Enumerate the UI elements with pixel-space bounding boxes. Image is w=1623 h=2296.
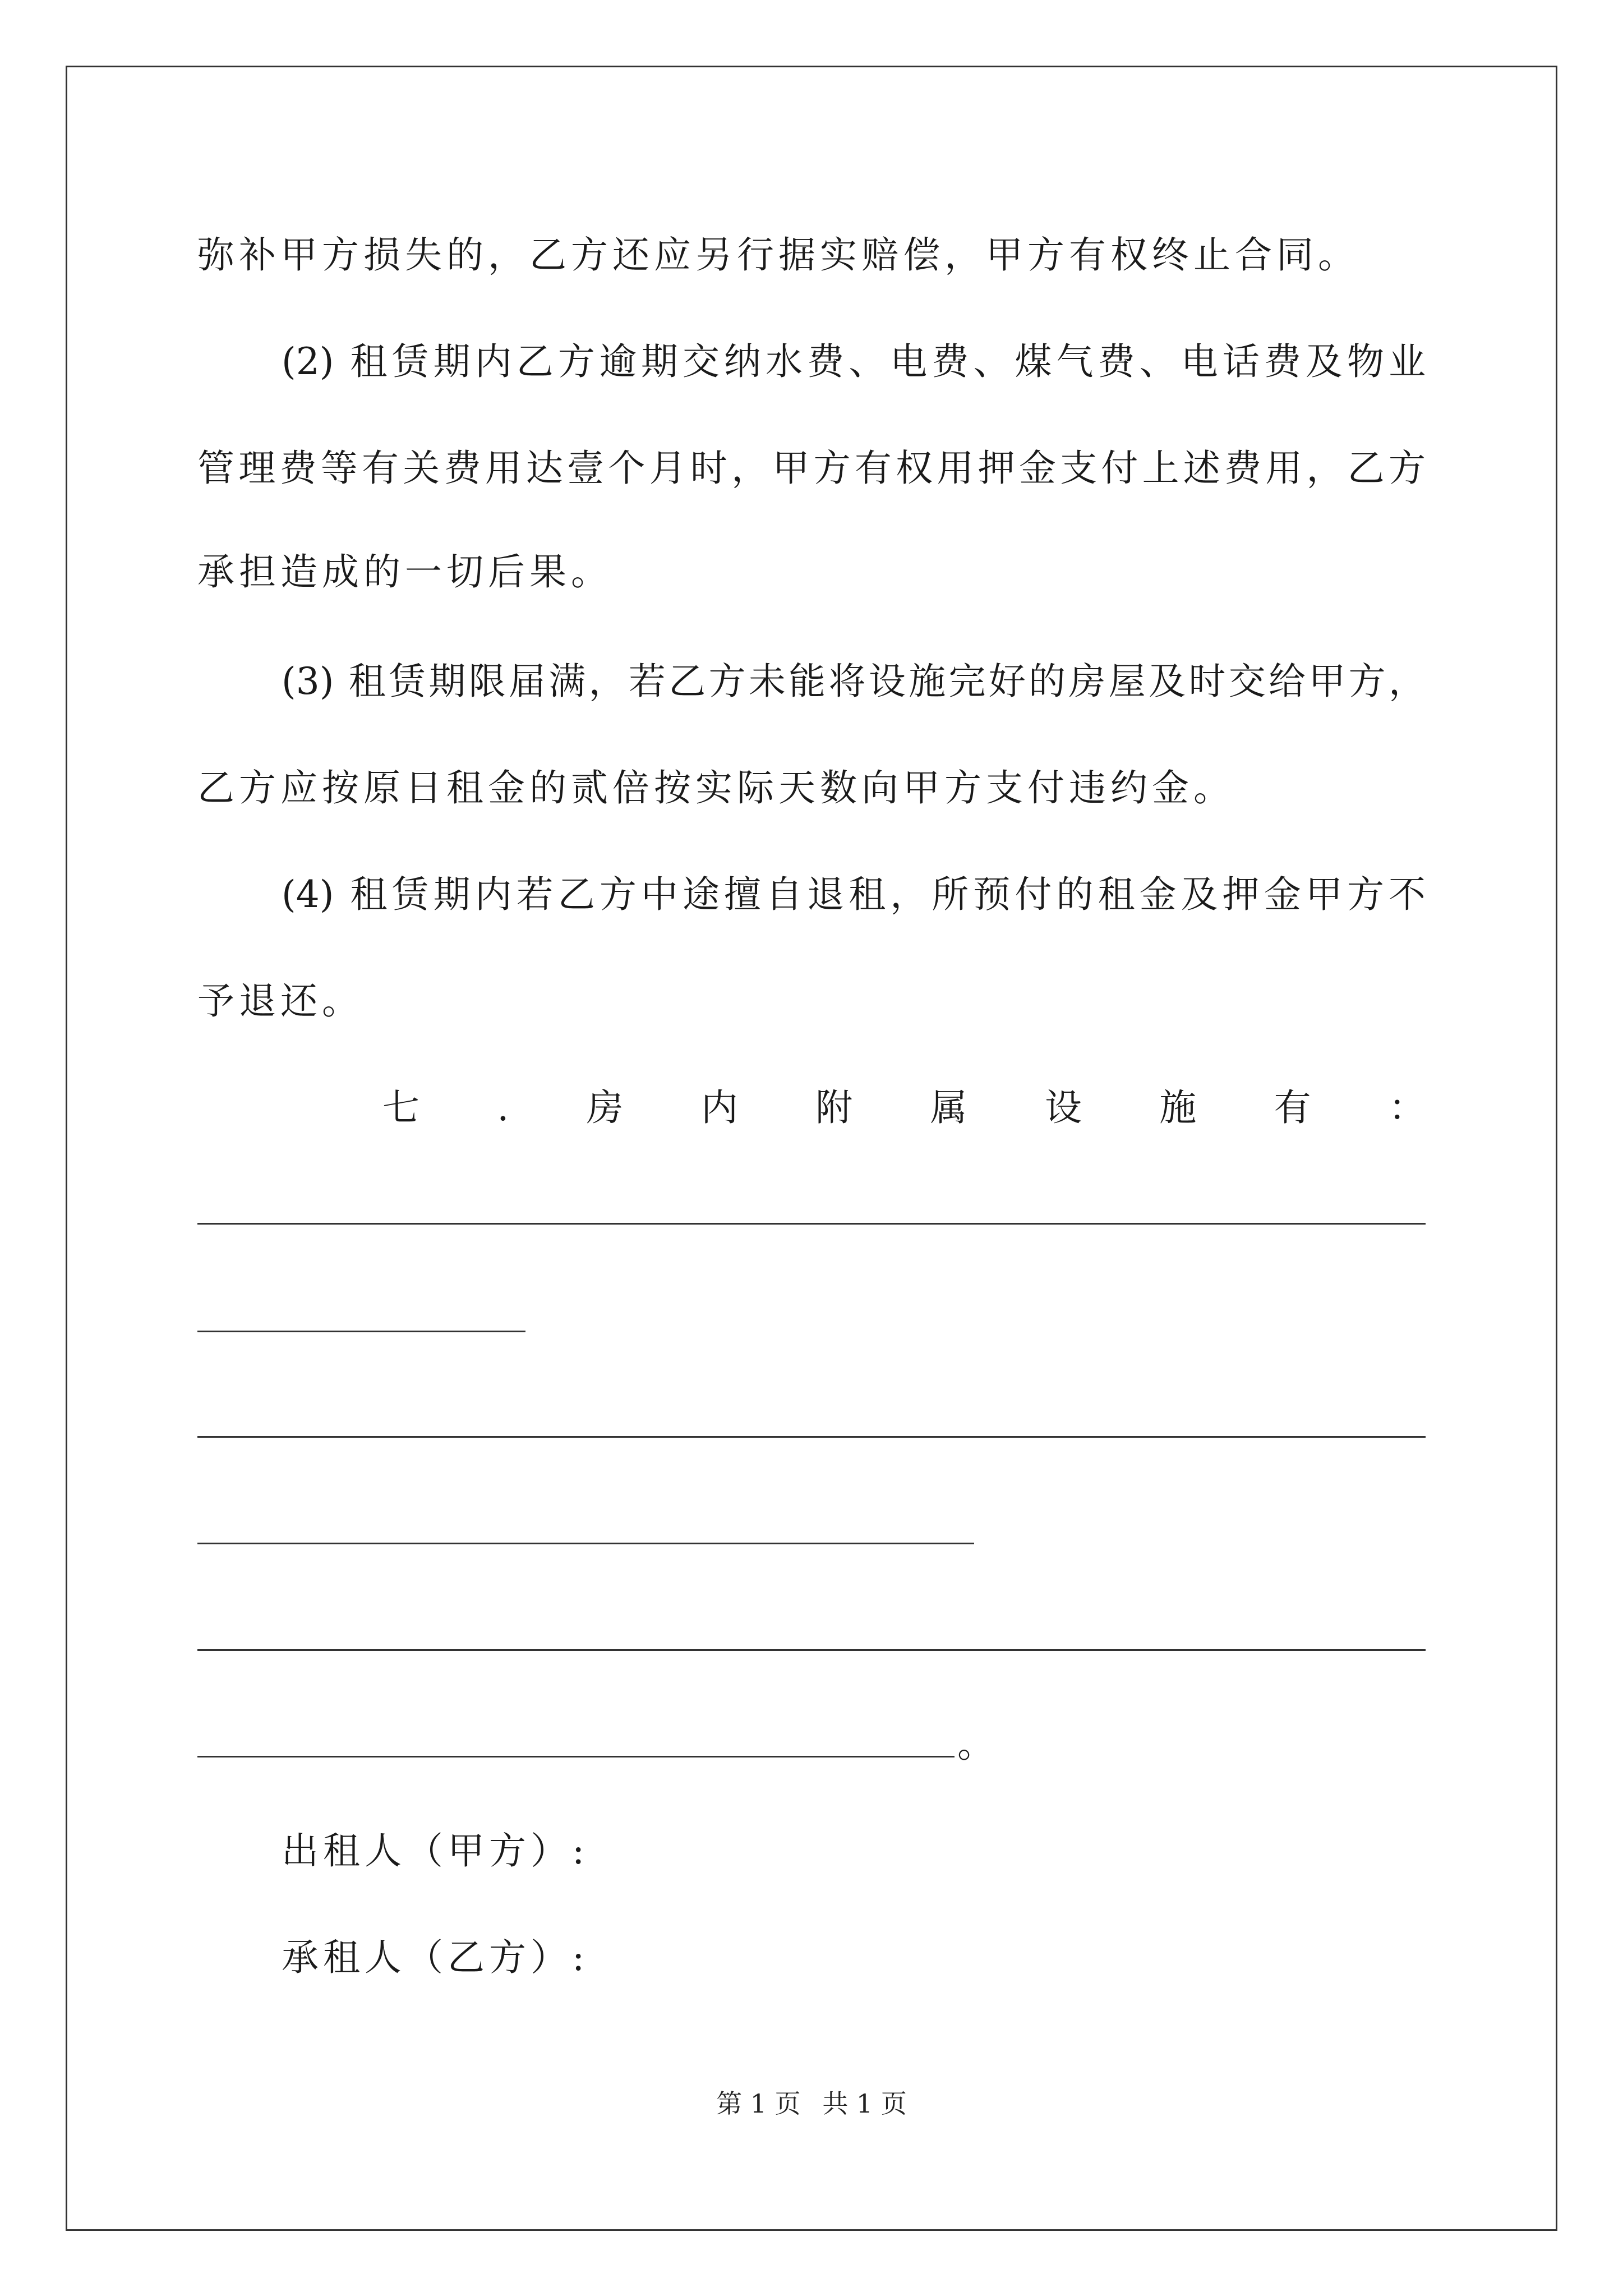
heading-char: 房 — [586, 1086, 624, 1129]
paragraph-line: 乙方应按原日租金的贰倍按实际天数向甲方支付违约金。 — [197, 766, 1235, 809]
heading-char: 内 — [700, 1086, 738, 1129]
heading-char: . — [497, 1086, 509, 1129]
fill-in-blank-line — [197, 1436, 1426, 1438]
heading-char: 附 — [815, 1086, 853, 1129]
heading-char: ： — [1388, 1086, 1426, 1129]
period-mark: 。 — [957, 1723, 994, 1766]
lessor-signature-label: 出租人（甲方）: — [282, 1829, 589, 1872]
heading-char: 设 — [1044, 1086, 1082, 1129]
paragraph-line: (3) 租赁期限届满，若乙方未能将设施完好的房屋及时交给甲方， — [282, 660, 1426, 703]
fill-in-blank-line — [197, 1649, 1426, 1651]
section-seven-heading — [382, 1074, 1426, 1142]
fill-in-blank-line — [197, 1331, 525, 1332]
fill-in-blank-line — [197, 1543, 974, 1544]
heading-char: 施 — [1159, 1086, 1197, 1129]
lessee-signature-label: 承租人（乙方）: — [282, 1936, 589, 1979]
paragraph-line: 予退还。 — [197, 979, 363, 1023]
page-footer — [0, 2087, 1623, 2120]
paragraph-line: 管理费等有关费用达壹个月时，甲方有权用押金支付上述费用，乙方 — [197, 447, 1426, 490]
heading-char: 七 — [382, 1086, 419, 1129]
paragraph-line: (4) 租赁期内若乙方中途擅自退租，所预付的租金及押金甲方不 — [282, 873, 1426, 916]
paragraph-line: (2) 租赁期内乙方逾期交纳水费、电费、煤气费、电话费及物业 — [282, 340, 1426, 383]
paragraph-line: 承担造成的一切后果。 — [197, 550, 612, 593]
heading-char: 有 — [1274, 1086, 1311, 1129]
fill-in-blank-line — [197, 1223, 1426, 1225]
heading-char: 属 — [930, 1086, 967, 1129]
fill-in-blank-line — [197, 1756, 955, 1757]
page-total: 共 1 页 — [822, 2088, 907, 2119]
paragraph-line: 弥补甲方损失的，乙方还应另行据实赔偿，甲方有权终止合同。 — [197, 233, 1359, 277]
page-number: 第 1 页 — [716, 2088, 801, 2119]
